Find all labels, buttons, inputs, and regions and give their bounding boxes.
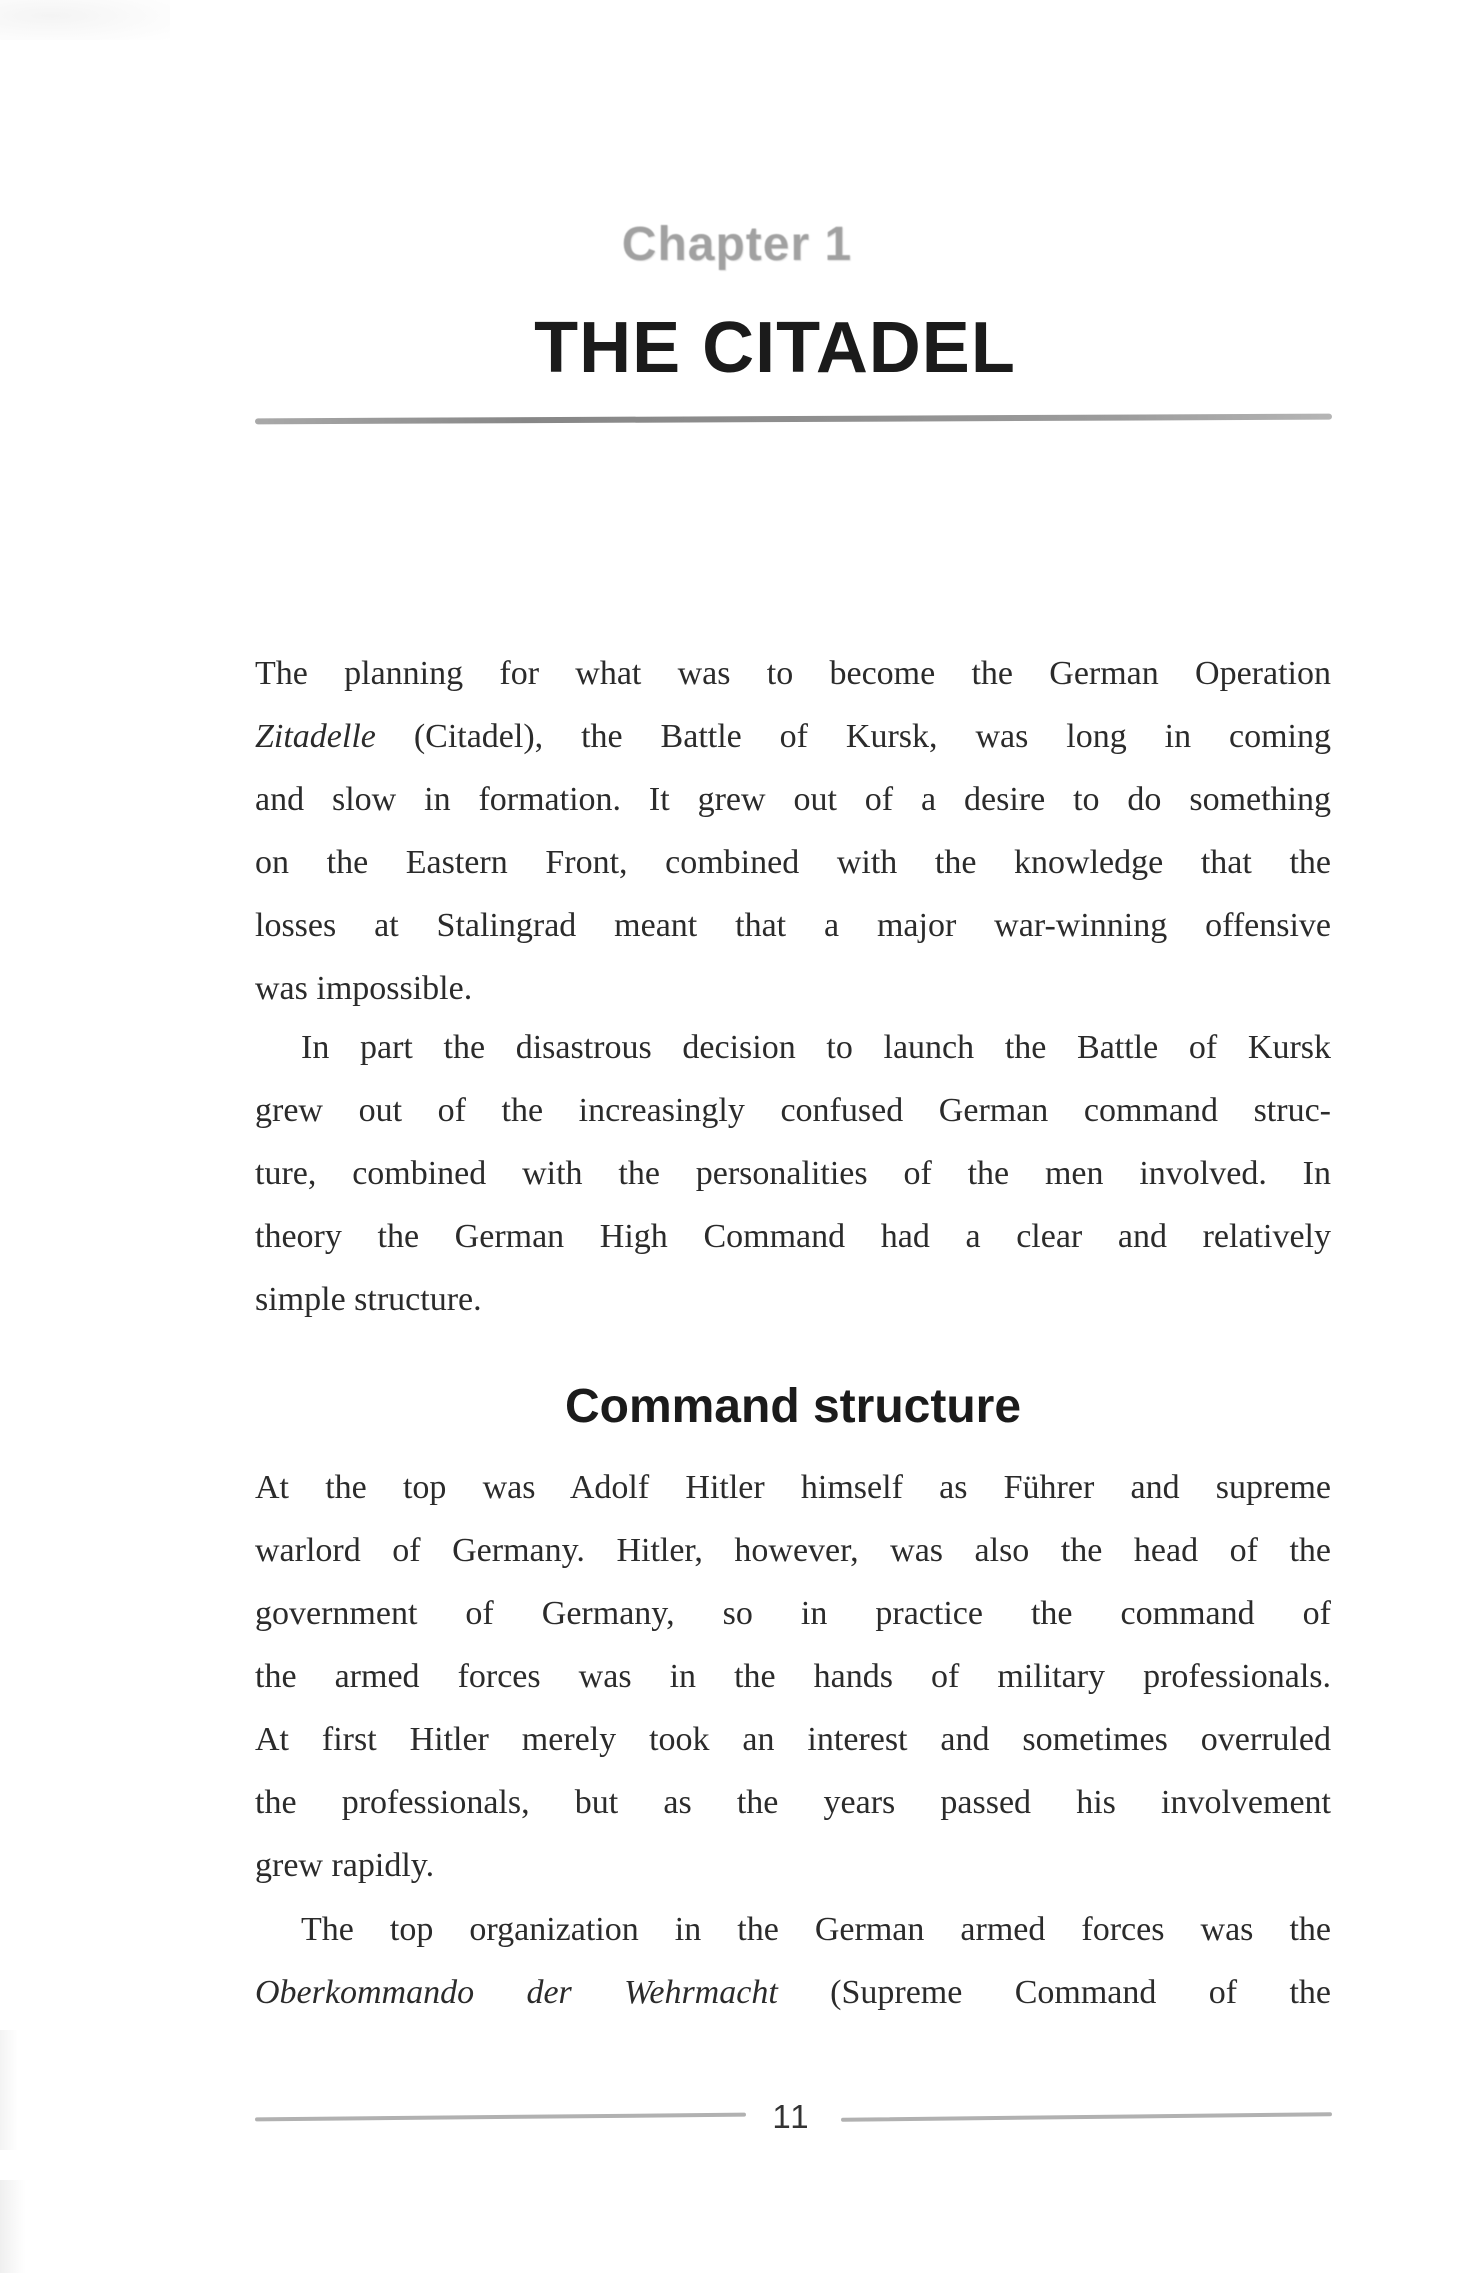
chapter-title: THE CITADEL [534, 308, 1016, 388]
scan-artifact-left [0, 2030, 18, 2150]
page-number: 11 [772, 2098, 811, 2135]
text-segment: (Supreme Command of the [777, 1974, 1332, 2011]
body-line [255, 1205, 1331, 1268]
body-line [255, 768, 1331, 831]
chapter-label: Chapter 1 [621, 218, 853, 271]
section-heading: Command structure [564, 1380, 1022, 1433]
text-segment: At the top was Adolf Hitler himself as Führer and supreme [255, 1469, 1331, 1506]
body-line [255, 1016, 1331, 1079]
text-segment: In part the disastrous decision to launch the Battle of Kursk [301, 1029, 1331, 1066]
page-footer [255, 2094, 1332, 2140]
body-line [255, 1961, 1331, 2024]
body-line [255, 1079, 1331, 1142]
footer-rule-right [841, 2112, 1332, 2122]
body-line [255, 1456, 1331, 1519]
text-segment: grew out of the increasingly confused German command struc- [255, 1092, 1331, 1129]
text-segment: government of Germany, so in practice the command of [255, 1595, 1331, 1632]
paragraph [255, 642, 1331, 1020]
body-line [255, 1582, 1331, 1645]
text-segment: (Citadel), the Battle of Kursk, was long in coming [375, 718, 1331, 755]
text-segment: At first Hitler merely took an interest and sometimes overruled [255, 1721, 1331, 1758]
italic-text: Oberkommando der Wehrmacht [255, 1974, 778, 2011]
body-line [255, 1771, 1331, 1834]
text-segment: on the Eastern Front, combined with the knowledge that the [255, 844, 1331, 881]
body-line [255, 1708, 1331, 1771]
text-segment: the professionals, but as the years passed his involvement [255, 1784, 1331, 1821]
text-segment: and slow in formation. It grew out of a desire to do something [255, 781, 1331, 818]
scan-artifact-bottom-left [0, 2180, 26, 2273]
body-line [255, 1519, 1331, 1582]
body-line [255, 1834, 1331, 1897]
text-segment: losses at Stalingrad meant that a major war-winning offensive [255, 907, 1331, 944]
body-line [255, 1142, 1331, 1205]
body-line [255, 1898, 1331, 1961]
footer-rule-left [255, 2113, 746, 2122]
body-line [255, 642, 1331, 705]
text-segment: was impossible. [255, 970, 473, 1007]
body-line [255, 1268, 1331, 1331]
body-line [255, 831, 1331, 894]
paragraph [255, 1456, 1331, 1897]
text-segment: warlord of Germany. Hitler, however, was also the head of the [255, 1532, 1331, 1569]
title-divider-rule [255, 414, 1332, 425]
text-segment: The top organization in the German armed forces was the [301, 1911, 1331, 1948]
paragraph [255, 1016, 1331, 1331]
text-segment: theory the German High Command had a clear and relatively [255, 1218, 1331, 1255]
text-segment: grew rapidly. [255, 1847, 435, 1884]
body-line [255, 705, 1331, 768]
paragraph [255, 1898, 1331, 2024]
body-line [255, 1645, 1331, 1708]
body-line [255, 957, 1331, 1020]
scan-artifact-top-left [0, 0, 170, 40]
text-segment: The planning for what was to become the German Operation [255, 655, 1331, 692]
text-segment: ture, combined with the personalities of the men involved. In [255, 1155, 1331, 1192]
text-segment: the armed forces was in the hands of military professionals. [255, 1658, 1331, 1695]
text-segment: simple structure. [255, 1281, 482, 1318]
body-line [255, 894, 1331, 957]
italic-text: Zitadelle [255, 718, 376, 755]
